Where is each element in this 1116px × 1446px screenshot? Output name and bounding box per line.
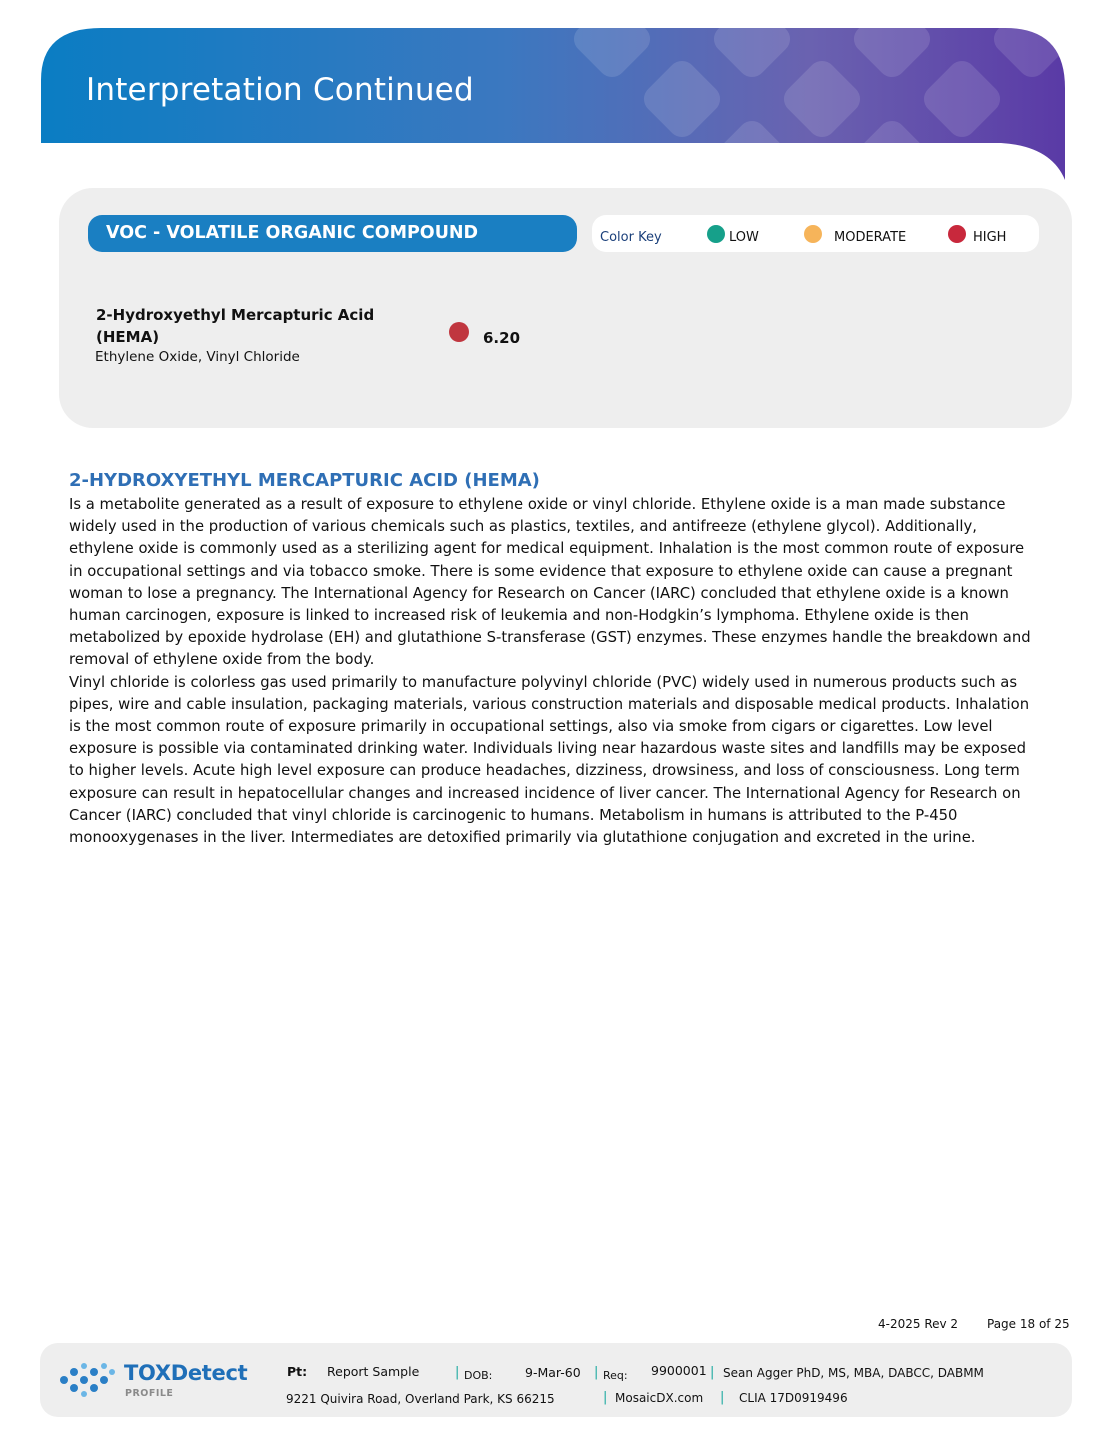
req-label: Req: — [603, 1369, 628, 1382]
interpretation-heading: 2-HYDROXYETHYL MERCAPTURIC ACID (HEMA) — [69, 470, 540, 491]
patient-name: Report Sample — [327, 1364, 420, 1379]
separator: | — [720, 1390, 725, 1405]
lab-director: Sean Agger PhD, MS, MBA, DABCC, DABMM — [723, 1366, 984, 1380]
lab-address: 9221 Quivira Road, Overland Park, KS 66215 — [286, 1392, 555, 1406]
toxdetect-logo-icon — [58, 1362, 118, 1398]
interpretation-body — [69, 494, 1039, 849]
color-key-moderate-label: MODERATE — [834, 230, 907, 245]
separator: | — [594, 1365, 599, 1380]
color-key — [592, 215, 1039, 252]
revision-label: 4-2025 Rev 2 — [878, 1317, 959, 1331]
toxdetect-logo-subtext: PROFILE — [125, 1388, 174, 1399]
separator: | — [710, 1365, 715, 1380]
color-key-title: Color Key — [600, 230, 662, 245]
analyte-name: 2-Hydroxyethyl Mercapturic Acid (HEMA) — [96, 306, 375, 346]
separator: | — [603, 1390, 608, 1405]
analyte-sources: Ethylene Oxide, Vinyl Chloride — [95, 349, 300, 365]
result-value: 6.20 — [483, 329, 521, 347]
color-key-high-label: HIGH — [973, 230, 1007, 245]
interpretation-paragraph: Is a metabolite generated as a result of exposure to ethylene oxide or vinyl chloride. Ethylene oxide is a man made substance widely used in the production of various chemicals such as plastics, textiles, and antifreeze (ethylene glycol). Additionally, ethylene oxide is commonly used as a sterilizing agent for medical equipment. Inhalation is the most common route of exposure in occupational settings and via tobacco smoke. There is some evidence that exposure to ethylene oxide can cause a pregnant woman to lose a pregnancy. The International Agency for Research on Cancer (IARC) concluded that ethylene oxide is a known human carcinogen, exposure is linked to increased risk of leukemia and non-Hodgkin’s lymphoma. Ethylene oxide is then metabolized by epoxide hydrolase (EH) and glutathione S-transferase (GST) enzymes. These enzymes handle the breakdown and removal of ethylene oxide from the body. — [69, 496, 1031, 669]
low-dot-icon — [707, 225, 725, 243]
clia-number: CLIA 17D0919496 — [739, 1391, 848, 1405]
website-link[interactable]: MosaicDX.com — [615, 1391, 704, 1405]
color-key-low-label: LOW — [729, 230, 759, 245]
section-label: VOC - VOLATILE ORGANIC COMPOUND — [88, 215, 577, 252]
page-number: Page 18 of 25 — [987, 1317, 1070, 1331]
moderate-dot-icon — [804, 225, 822, 243]
high-dot-icon — [948, 225, 966, 243]
req-value: 9900001 — [651, 1363, 707, 1378]
toxdetect-logo-text: TOXDetect — [124, 1361, 248, 1385]
dob-value: 9-Mar-60 — [525, 1365, 581, 1380]
dob-label: DOB: — [464, 1369, 493, 1382]
patient-label: Pt: — [287, 1364, 308, 1379]
separator: | — [455, 1365, 460, 1380]
result-level-dot-icon — [449, 322, 469, 342]
page-title: Interpretation Continued — [86, 72, 474, 108]
interpretation-paragraph: Vinyl chloride is colorless gas used primarily to manufacture polyvinyl chloride (PVC) widely used in numerous products such as pipes, wire and cable insulation, packaging materials, various construction materials and disposable medical products. Inhalation is the most common route of exposure primarily in occupational settings, also via smoke from cigars or cigarettes. Low level exposure is possible via contaminated drinking water. Individuals living near hazardous waste sites and landfills may be exposed to higher levels. Acute high level exposure can produce headaches, dizziness, drowsiness, and loss of consciousness. Long term exposure can result in hepatocellular changes and increased incidence of liver cancer. The International Agency for Research on Cancer (IARC) concluded that vinyl chloride is carcinogenic to humans. Metabolism in humans is attributed to the P-450 monooxygenases in the liver. Intermediates are detoxified primarily via glutathione conjugation and excreted in the urine. — [69, 673, 1030, 847]
